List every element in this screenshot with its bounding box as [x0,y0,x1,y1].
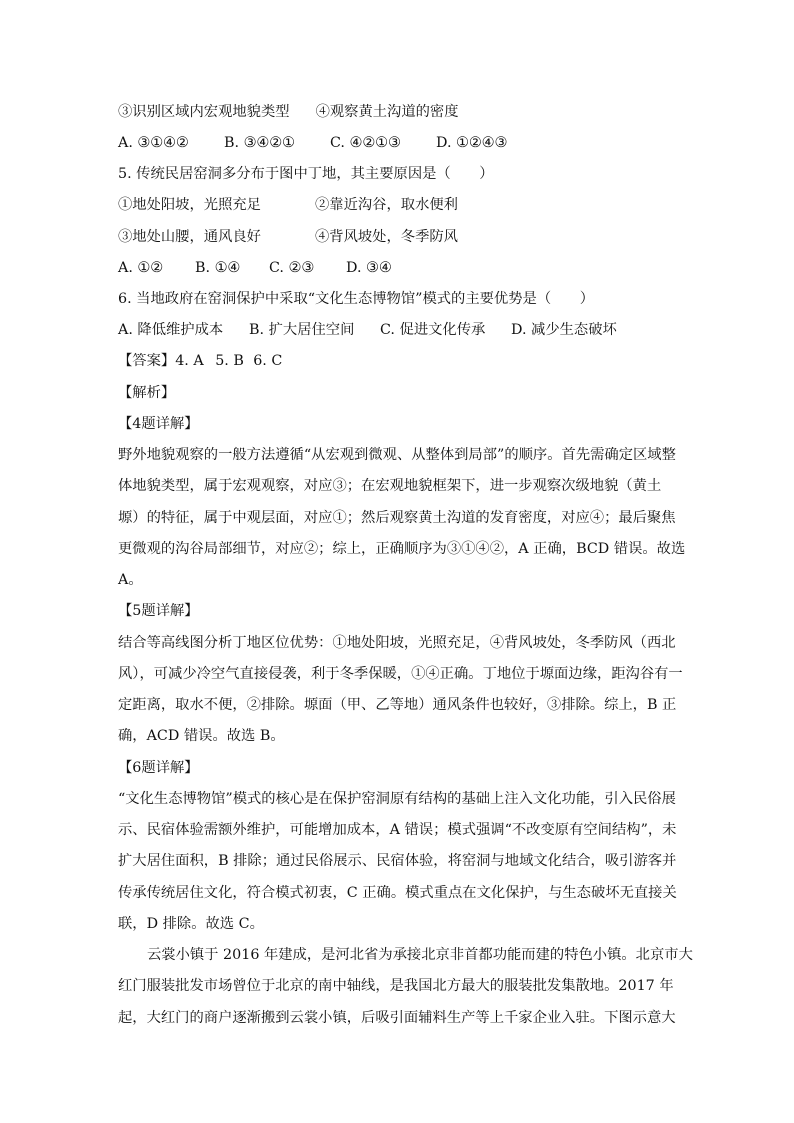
q6-option-c: C. 促进文化传承 [380,322,486,338]
detail4-line: 塬）的特征，属于中观层面，对应①；然后观察黄土沟道的发育密度，对应④；最后聚焦 [118,510,676,526]
detail4-line: 更微观的沟谷局部细节，对应②；综上，正确顺序为③①④②，A 正确，BCD 错误。故选 [118,541,686,557]
detail4-title: 【4题详解】 [118,416,199,432]
detail5-line: 结合等高线图分析丁地区位优势：①地处阳坡，光照充足，④背风坡处，冬季防风（西北 [118,635,676,651]
q6-option-b: B. 扩大居住空间 [249,322,355,338]
q6-option-d: D. 减少生态破坏 [511,322,617,338]
detail6-title: 【6题详解】 [118,760,199,776]
detail6-line: “文化生态博物馆”模式的核心是在保护窑洞原有结构的基础上注入文化功能，引入民俗展 [118,791,676,807]
answer-line [118,351,282,371]
q5-option-b: B. ①④ [195,260,241,276]
q6-option-a: A. 降低维护成本 [118,322,224,338]
detail5-line: 风），可减少冷空气直接侵袭，利于冬季保暖，①④正确。丁地位于塬面边缘，距沟谷有一 [118,666,683,682]
q5-option-c: C. ②③ [269,260,315,276]
q5-option-d: D. ③④ [346,260,392,276]
q4-option-c: C. ④②①③ [330,135,401,151]
passage-line: 红门服装批发市场曾位于北京的南中轴线，是我国北方最大的服装批发集散地。2017 年 [118,978,674,994]
q5-item-1: ①地处阳坡，光照充足 [118,197,261,213]
detail5-title: 【5题详解】 [118,603,199,619]
q4-option-a: A. ③①④② [118,135,189,151]
q4-items-line [118,102,459,122]
q5-items-row2 [118,227,458,247]
q6-stem: 6. 当地政府在窑洞保护中采取“文化生态博物馆”模式的主要优势是（ ） [118,291,595,307]
answer-label: 【答案】 [118,353,176,369]
q5-item-3: ③地处山腰，通风良好 [118,229,261,245]
detail6-line: 扩大居住面积，B 排除；通过民俗展示、民宿体验，将窑洞与地域文化结合，吸引游客并 [118,853,677,869]
detail4-line: A。 [118,572,143,588]
q4-option-b: B. ③④②① [224,135,295,151]
analysis-title: 【解析】 [118,385,176,401]
q5-item-2: ②靠近沟谷，取水便利 [315,197,458,213]
detail6-line: 联，D 排除。故选 C。 [118,916,264,932]
passage-line: 起，大红门的商户逐渐搬到云裳小镇，后吸引面辅料生产等上千家企业入驻。下图示意大 [118,1010,676,1026]
q4-options [118,133,507,153]
q5-items-row1 [118,195,458,215]
q4-option-d: D. ①②④③ [436,135,508,151]
detail4-line: 野外地貌观察的一般方法遵循“从宏观到微观、从整体到局部”的顺序。首先需确定区域整 [118,447,676,463]
answer-5: 5. B [215,353,244,369]
q4-item-3: ③识别区域内宏观地貌类型 [118,104,290,120]
detail6-line: 示、民宿体验需额外维护，可能增加成本，A 错误；模式强调“不改变原有空间结构”，未 [118,822,677,838]
q4-item-4: ④观察黄土沟道的密度 [315,104,459,120]
passage-line: 云裳小镇于 2016 年建成，是河北省为承接北京非首都功能而建的特色小镇。北京市大 [147,947,693,963]
detail5-line: 确，ACD 错误。故选 B。 [118,728,285,744]
q5-item-4: ④背风坡处，冬季防风 [315,229,458,245]
answer-6: 6. C [253,353,283,369]
q6-options [118,320,617,340]
q5-stem: 5. 传统民居窑洞多分布于图中丁地，其主要原因是（ ） [118,166,494,182]
answer-4: 4. A [175,353,204,369]
detail4-line: 体地貌类型，属于宏观观察，对应③；在宏观地貌框架下，进一步观察次级地貌（黄土 [118,478,662,494]
detail5-line: 定距离，取水不便，②排除。塬面（甲、乙等地）通风条件也较好，③排除。综上，B 正 [118,697,677,713]
detail6-line: 传承传统居住文化，符合模式初衷，C 正确。模式重点在文化保护，与生态破坏无直接关 [118,885,677,901]
q5-options [118,258,392,278]
q5-option-a: A. ①② [118,260,164,276]
